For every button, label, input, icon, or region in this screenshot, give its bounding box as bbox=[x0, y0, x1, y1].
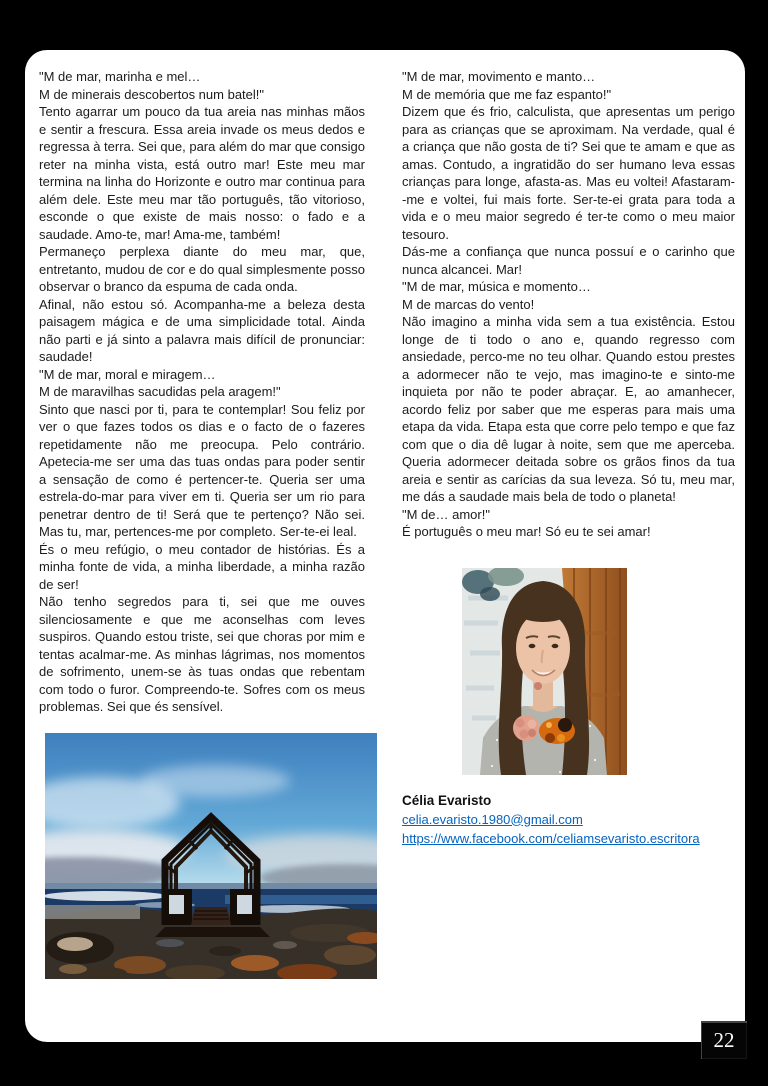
quote-line: "M de mar, marinha e mel… bbox=[39, 69, 201, 84]
author-facebook-link[interactable]: https://www.facebook.com/celiamsevaristo.escritora bbox=[402, 830, 700, 846]
paragraph: És o meu refúgio, o meu contador de histórias. És a minha fonte de vida, a minha liberdade, a minha razão de ser! bbox=[39, 541, 365, 592]
paragraph: Dás-me a confiança que nunca possuí e o carinho que nunca alcancei. Mar! bbox=[402, 244, 735, 277]
paragraph: Não imagino a minha vida sem a tua existência. Estou longe de ti todo o ano e, quando regresso com ansiedade, perco-me no teu olhar. Quando estou prestes a adormecer não te vejo, mas imagino-te e sinto-me inquieta por não te poder abraçar. E, ao amanhecer, acordo feliz por saber que me esperas para mais uma etapa da vida. Etapa esta que corre pelo tempo e que faz com que o dia dê lugar à noite, sem que me aperceba. Queria adormecer deitada sobre os grãos finos da tua areia e sentir as carícias da sua leveza. Só tu, meu mar, me dás a saudade mais bela de todo o planeta! bbox=[402, 314, 735, 504]
author-block bbox=[402, 791, 735, 848]
paragraph: Sinto que nasci por ti, para te contemplar! Sou feliz por ver o que fazes todos os dias e o facto de o fazeres repetidamente não me preocupa. Pelo contrário. Apetecia-me ser uma das tuas ondas para poder sentir a sensação de como é pertencer-te. Queria ser uma estrela-do-mar para viver em ti. Queria ser um rio para penetrar dentro de ti! Será que te pertenço? Não sei. Mas tu, mar, pertences-me por completo. Ser-te-ei leal. bbox=[39, 401, 365, 539]
author-portrait-photo bbox=[462, 568, 627, 775]
quote-line: "M de mar, música e momento… bbox=[402, 279, 591, 294]
page-sheet bbox=[25, 50, 745, 1042]
paragraph: Não tenho segredos para ti, sei que me ouves silenciosamente e que me aconselhas com leves suspiros. Quando estou triste, sei que choras por mim e tentas acalmar-me. As minhas lágrimas, nos momentos de sofrimento, unem-se às tuas ondas que rebentam com todo o furor. Compreendo-te. Sofres com os meus problemas. Sei que és sensível. bbox=[39, 594, 365, 714]
beach-photo bbox=[45, 733, 377, 979]
quote-line: "M de… amor!" bbox=[402, 506, 490, 522]
quote-line: M de maravilhas sacudidas pela aragem!" bbox=[39, 384, 281, 399]
quote-line: M de marcas do vento! bbox=[402, 296, 535, 312]
paragraph: Tento agarrar um pouco da tua areia nas minhas mãos e sentir a frescura. Essa areia invade os meus dedos e regressa à terra. Sei que, para além do mar que consigo reter na minha vista, está outro mar! Este meu mar termina na linha do Horizonte e outro mar continua para além dele. Este meu mar tão português, tão vitorioso, esconde o que existe de mais nosso: o fado e a saudade. Amo-te, mar! Ama-me, também! bbox=[39, 104, 365, 242]
quote-line: M de memória que me faz espanto!" bbox=[402, 86, 612, 102]
left-column bbox=[39, 68, 365, 979]
paragraph: Permaneço perplexa diante do meu mar, que, entretanto, mudou de cor e do qual simplesmente posso observar o branco da espuma de cada onda. bbox=[39, 244, 365, 294]
author-name: Célia Evaristo bbox=[402, 792, 492, 808]
quote-line: "M de mar, moral e miragem… bbox=[39, 366, 216, 382]
right-column bbox=[402, 68, 735, 848]
paragraph: Afinal, não estou só. Acompanha-me a beleza desta paisagem mágica e de uma simplicidade total. Ainda não parti e já sinto a palavra mais difícil de pronunciar: saudade! bbox=[39, 296, 365, 364]
quote-line: M de minerais descobertos num batel!" bbox=[39, 86, 264, 102]
paragraph: É português o meu mar! Só eu te sei amar! bbox=[402, 524, 651, 539]
page-number-tab: 22 bbox=[701, 1021, 747, 1059]
paragraph: Dizem que és frio, calculista, que apresentas um perigo para as crianças que se aproximam. Na verdade, qual é a criança que não gosta de ti? Sei que te amam e que as amas. Contudo, a ingratidão do ser humano leva essas crianças para longe, afasta-as. Mas eu voltei! Afastaram- -me e voltei, fui mais forte. Ser-te-ei grata para toda a vida e o meu maior segredo é ter-te como o meu maior tesouro. bbox=[402, 104, 735, 242]
author-email-link[interactable]: celia.evaristo.1980@gmail.com bbox=[402, 811, 583, 827]
quote-line: "M de mar, movimento e manto… bbox=[402, 69, 596, 84]
